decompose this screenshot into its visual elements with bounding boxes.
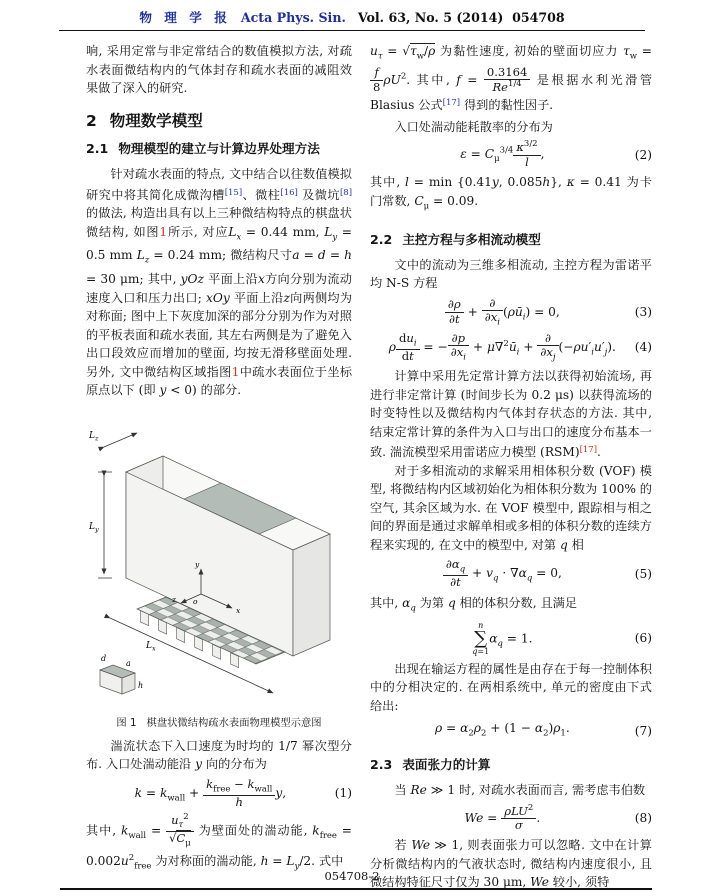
dimension-Lz (104, 433, 137, 447)
equation-2-row (370, 140, 652, 169)
equation-7-number: (7) (634, 723, 652, 738)
subsection-heading-2-1: 2.1 物理模型的建立与计算边界处理方法 (86, 141, 320, 156)
journal-issue: Vol. 63, No. 5 (2014) 054708 (357, 10, 565, 25)
inset-unit-cell (100, 665, 135, 694)
equation-5-number: (5) (634, 566, 652, 581)
equation-2: $\varepsilon = C_\mu^{3/4}$ $\frac{\kappa^{3/2}}{l}$ , (460, 139, 545, 169)
para-utau-definition: $u_\tau = √\tau_w/\rho$ 为黏性速度, 初始的壁面切应力 $\tau_w$ = $\frac{f}{8}$ $\rho U^2$. 其中, f = $\frac{0.3164}{Re^{1/4}}$ 是根据水利光滑管 Blasius 公式[17] 得到的黏性因子. (370, 44, 653, 113)
inset-label-a: a (126, 658, 131, 668)
dimension-Ly (98, 472, 112, 578)
equation-8-number: (8) (634, 810, 652, 825)
axis-label-o: o (193, 596, 198, 606)
equation-6: n ∑ q=1 $\alpha_q = 1$. (472, 620, 533, 656)
footer-rule (60, 888, 652, 890)
journal-title-cn: 物 理 学 报 (139, 10, 231, 25)
para-intro-continuation: 响, 采用定常与非定常结合的数值模拟方法, 对疏水表面微结构内的气体封存和疏水表面的减阻效果做了深入的研究. (86, 44, 352, 95)
equation-3: $\frac{\partial\rho}{\partial t}$ + ∂ $\partial x_i$ $(\rho ū_i) = 0$, (370, 297, 635, 328)
inset-label-d: d (101, 653, 107, 663)
equation-5: $\frac{\partial\alpha_q}{\partial t}$ + $v_q \cdot \nabla\alpha_q = 0$, (370, 558, 635, 589)
para-weber-discussion: 若 We ≫ 1, 则表面张力可以忽略. 文中在计算分析微结构内的气液状态时, 微结构内速度很小, 且微结构特征尺寸仅为 30 μm, We 较小, 须特 (370, 838, 652, 890)
section-heading-2: 2 物理数学模型 (86, 111, 203, 130)
para-epsilon-intro: 入口处湍动能耗散率的分布为 (394, 119, 553, 134)
equation-6-row (370, 622, 652, 656)
label-Lx: $L_x$ (146, 640, 156, 653)
equation-1-row (86, 778, 352, 809)
para-model-description: 针对疏水表面的特点, 文中结合以往数值模拟研究中将其简化成微沟槽[15]、微柱[16] 及微坑[8] 的做法, 构造出具有以上三种微结构特点的棋盘状微结构, 如图1所示, 对应$L_x = 0.44$ mm, $L_y = 0.5$ mm $L_z = 0.24$ mm; 微结构尺寸a = d = h = 30 μm; 其中, yOz 平面上沿x方向分别为流动速度入口和压力出口; xOy 平面上沿z向两侧均为对称面; 图中上下灰度加深的部分分别为作为对照的平板表面和疏水表面, 其左右两侧是为了避免入出口段效应而增加的壁面, 均按无滑移壁面处理. 另外, 文中微结构区域指图1中疏水表面位于坐标原点以下 (即 y < 0) 的部分. (86, 167, 353, 398)
equation-4-number: (4) (634, 340, 652, 355)
para-vof-model: 对于多相流动的求解采用相体积分数 (VOF) 模型, 将微结构内区域初始化为相体积分数为 100% 的空气, 其余区域为水. 在 VOF 模型中, 跟踪相与相之间的界面是通过求解单相或多相的体积分数的连续方程来实现的, 在文中的模型中, 对第 q 相 (370, 463, 652, 552)
axis-label-y: y (195, 559, 200, 569)
para-transport-property: 出现在输运方程的属性是由存在于每一控制体积中的分相决定的. 在两相系统中, 单元的密度由下式给出: (370, 661, 652, 713)
label-Ly: $L_y$ (89, 521, 99, 534)
left-column (86, 42, 352, 892)
axis-label-z: z (172, 594, 176, 604)
two-column-body (0, 31, 704, 892)
para-turbulent-inlet: 湍流状态下入口速度为时均的 1/7 幂次型分布. 入口处湍动能沿 y 向的分布为 (86, 738, 352, 772)
equation-6-number: (6) (634, 631, 652, 646)
subsection-heading-2-3: 2.3 表面张力的计算 (370, 757, 491, 773)
equation-2-number: (2) (634, 147, 652, 162)
para-ns-intro: 文中的流动为三维多相流动, 主控方程为雷诺平均 N-S 方程 (370, 257, 652, 291)
equation-5-row (370, 558, 652, 589)
equation-3-row (370, 297, 652, 328)
equation-4-row (370, 332, 652, 363)
para-weber-intro: 当 Re ≫ 1 时, 对疏水表面而言, 需考虑韦伯数 (394, 783, 646, 798)
equation-8-row (370, 804, 652, 833)
figure-1-caption: 图 1 棋盘状微结构疏水表面物理模型示意图 (116, 717, 322, 730)
equation-8: We = ρLU$^2$ σ . (464, 802, 541, 832)
para-epsilon-constants: 其中, l = min {0.41y, 0.085h}, κ = 0.41 为卡门常数, $C_\mu = 0.09$. (370, 175, 653, 212)
journal-title-en: Acta Phys. Sin. (240, 10, 346, 25)
footer-page-number: 054708-2 (324, 869, 380, 883)
right-column (370, 42, 652, 892)
figure-1 (86, 412, 352, 733)
figure-1-diagram (88, 412, 350, 704)
para-kwall-definition: 其中, $k_{wall}$ = $\frac{u_\tau^2}{√C_\mu}$ 为壁面处的湍动能, $k_{free} = 0.002u^2_{free}$ 为对称面的湍动能, $h = L_y/2$. 式中 (86, 812, 352, 872)
equation-3-number: (3) (634, 305, 652, 320)
equation-1: $k = k_{wall}$ + $k_{free} - k_{wall}$ h y, (134, 776, 287, 809)
equation-1-number: (1) (334, 786, 352, 801)
equation-7: $\rho = \alpha_2\rho_2 + (1 - \alpha_2)\rho_1$. (435, 721, 570, 739)
para-steady-unsteady: 计算中采用先定常计算方法以获得初始流场, 再进行非定常计算 (时间步长为 0.2 μs) 以获得流场的时变特性以及微结构内气体封存状态的方法. 其中, 结束定常计算的条件为入口与出口的速度分布基本一致. 湍流模型采用雷诺应力模型 (RSM)[17]. (370, 369, 652, 460)
page-header (0, 0, 704, 26)
inset-label-h: h (138, 680, 144, 690)
axis-label-x: x (236, 605, 241, 615)
wall-right-face (293, 534, 330, 656)
equation-7-row (370, 719, 652, 743)
label-Lz: $L_z$ (89, 430, 99, 443)
para-alpha-definition: 其中, $\alpha_q$ 为第 q 相的体积分数, 且满足 (370, 595, 578, 614)
subsection-heading-2-2: 2.2 主控方程与多相流动模型 (370, 231, 541, 247)
equation-4: ρ $du_i$ dt = − $\frac{\partial p}{\partial x_i}$ + $\mu\nabla^2ū_i$ + ∂ $\partial x_j$ $(-\rho u'_iu'_j)$. (388, 330, 616, 364)
